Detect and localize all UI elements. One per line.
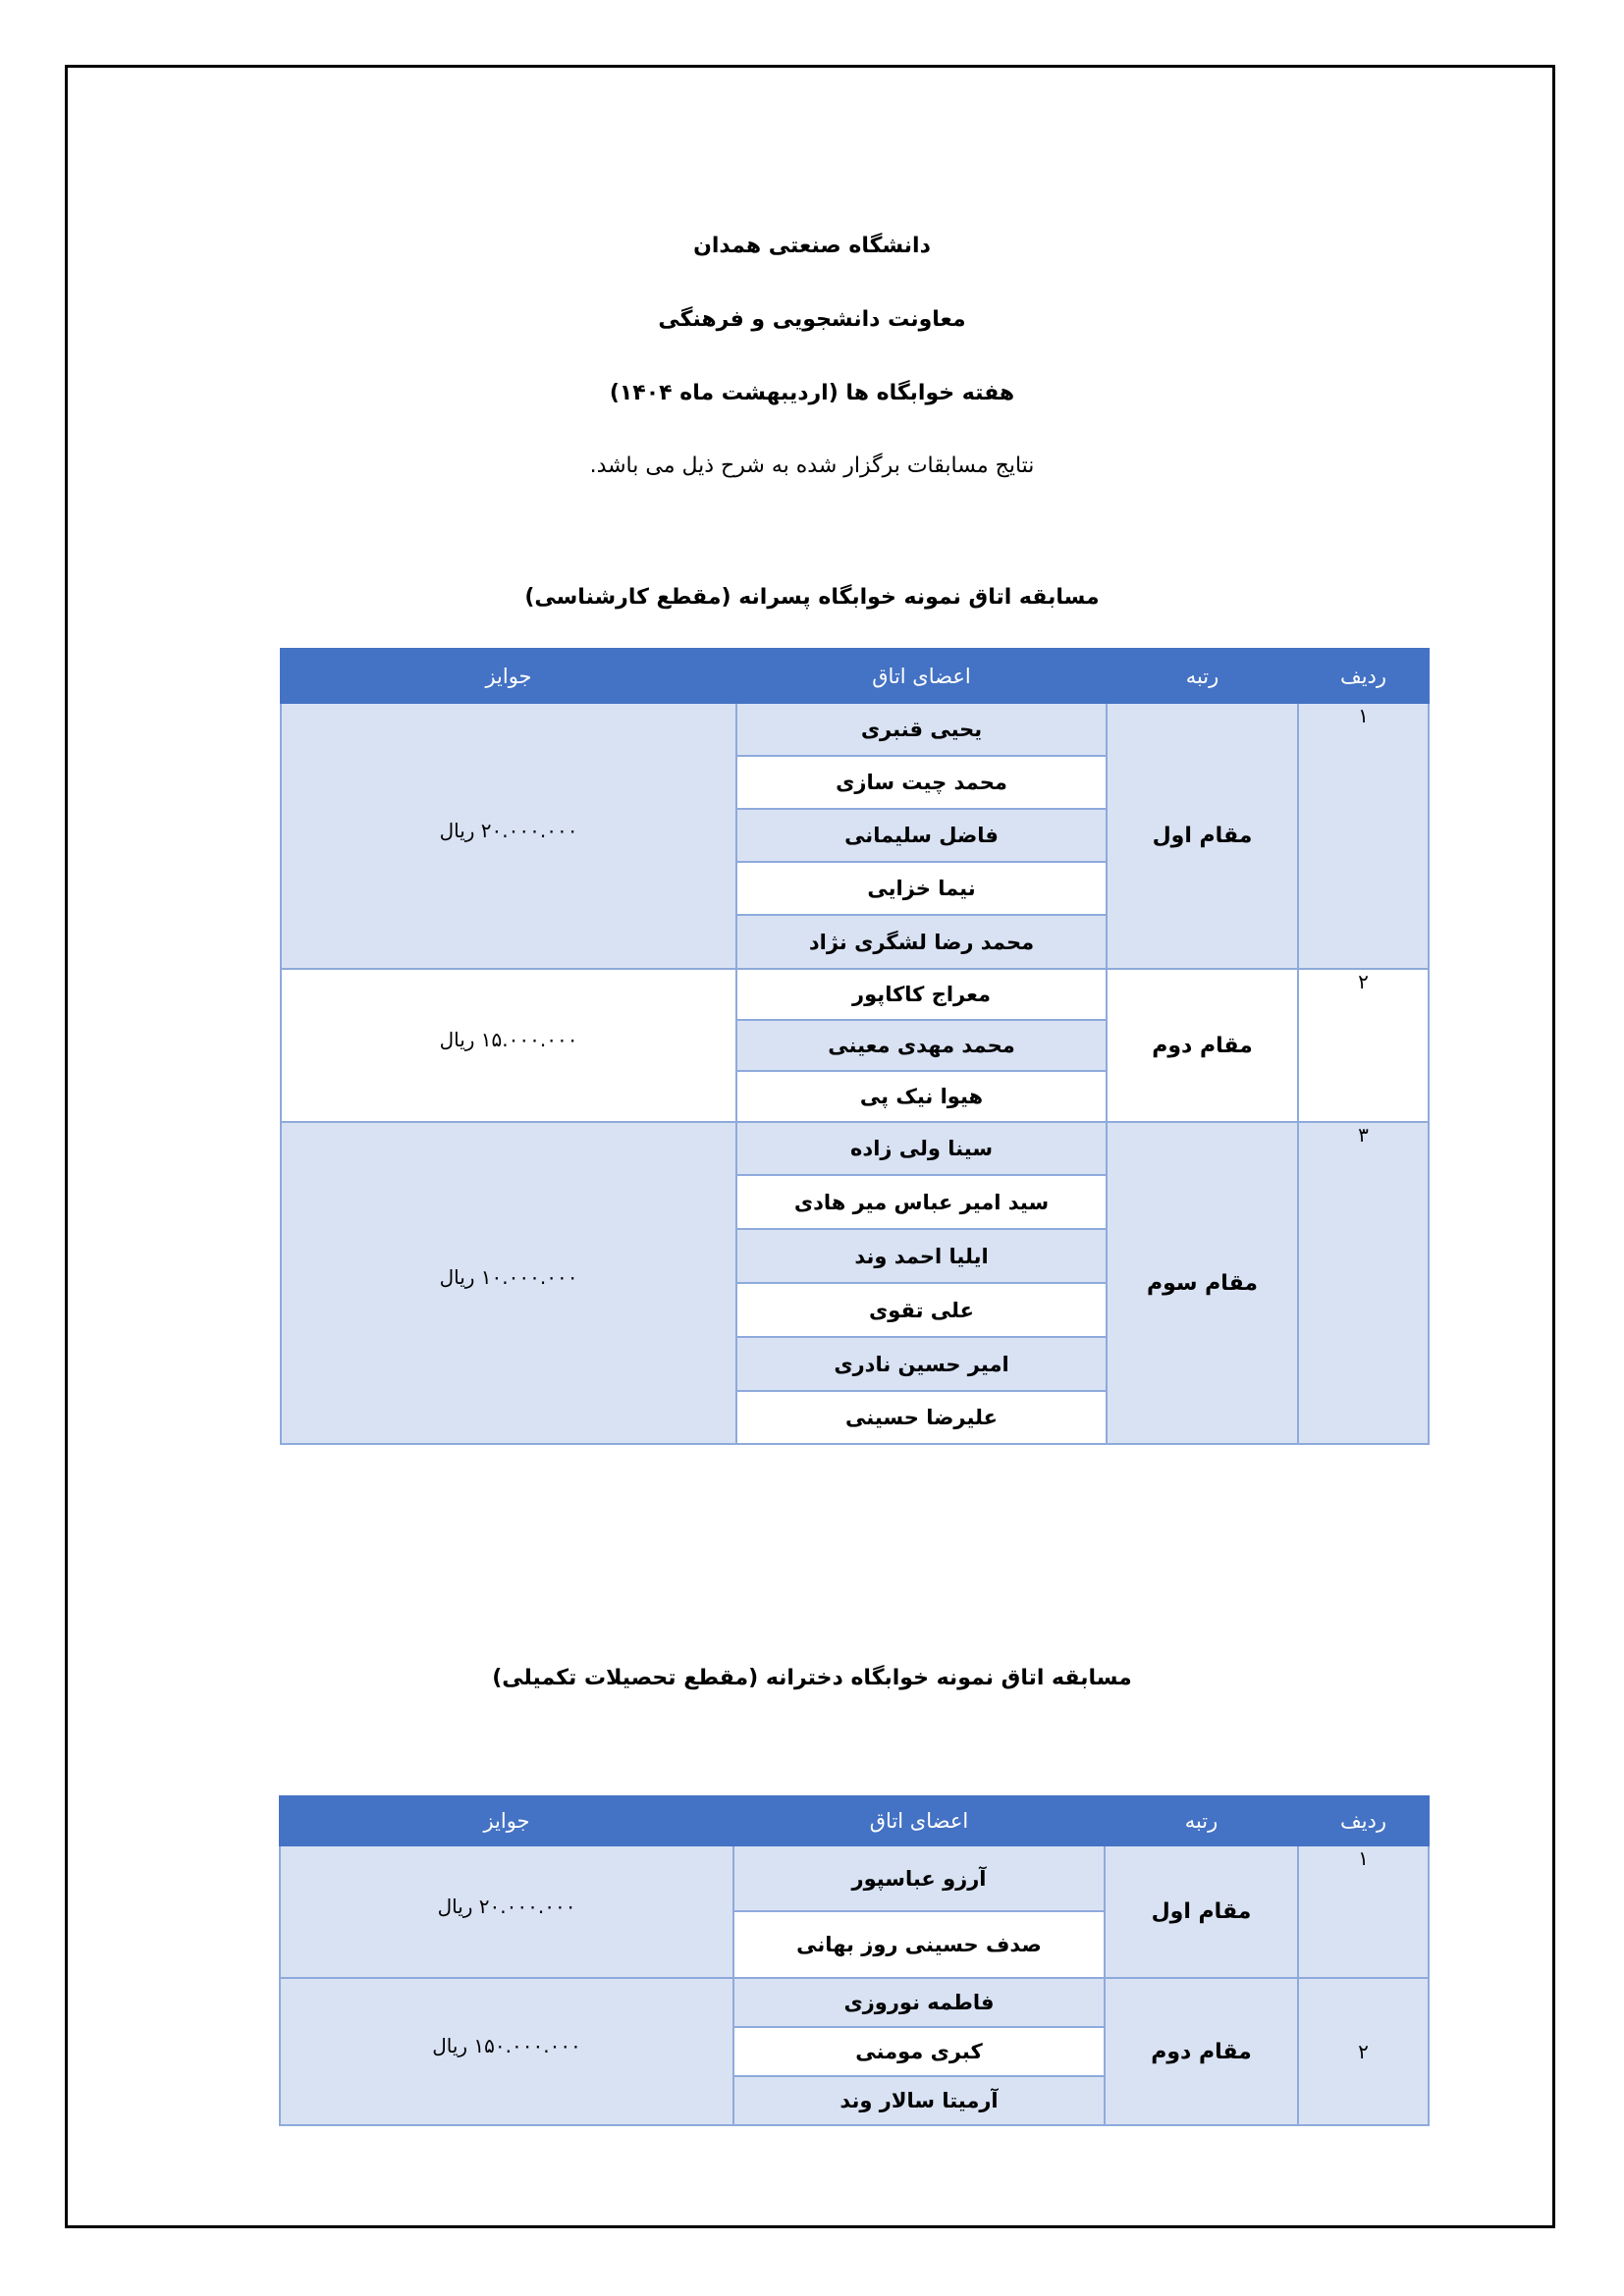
member-name-cell: محمد مهدی معینی (736, 1020, 1107, 1071)
member-name-cell: آرمیتا سالار وند (733, 2076, 1105, 2125)
university-name: دانشگاه صنعتی همدان (693, 234, 931, 258)
member-name-cell: صدف حسینی روز بهانی (733, 1911, 1105, 1978)
member-name-cell: سینا ولی زاده (736, 1122, 1107, 1175)
member-name-cell: فاطمه نوروزی (733, 1978, 1105, 2027)
member-name-cell: کبری مومنی (733, 2027, 1105, 2076)
member-name-cell: آرزو عباسپور (733, 1845, 1105, 1911)
department-name: معاونت دانشجویی و فرهنگی (658, 307, 966, 332)
member-name-cell: معراج کاکاپور (736, 969, 1107, 1020)
intro-text: نتایج مسابقات برگزار شده به شرح ذیل می باشد. (589, 454, 1035, 478)
prize-cell (280, 1845, 733, 1978)
member-name-cell: امیر حسین نادری (736, 1337, 1107, 1391)
table-header-row (281, 649, 1429, 703)
column-header-prize: جوایز (281, 649, 736, 703)
table-row (280, 1845, 1429, 1911)
member-name-cell: محمد چیت سازی (736, 756, 1107, 809)
table-row (280, 1978, 1429, 2027)
member-name-cell: ایلیا احمد وند (736, 1229, 1107, 1283)
prize-amount: ۲۰.۰۰۰.۰۰۰ ریال (437, 1894, 576, 1918)
column-header-radif: ردیف (1298, 1796, 1429, 1845)
prize-cell (281, 703, 736, 969)
radif-cell: ۳ (1298, 1122, 1429, 1444)
column-header-radif: ردیف (1298, 649, 1429, 703)
results-table-girls (279, 1795, 1430, 2126)
rank-cell: مقام سوم (1107, 1122, 1298, 1444)
column-header-prize: جوایز (280, 1796, 733, 1845)
rank-cell: مقام اول (1105, 1845, 1298, 1978)
member-name-cell: فاضل سلیمانی (736, 809, 1107, 862)
prize-cell (280, 1978, 733, 2125)
column-header-rank: رتبه (1105, 1796, 1298, 1845)
column-header-members: اعضای اتاق (736, 649, 1107, 703)
prize-amount: ۱۵۰.۰۰۰.۰۰۰ ریال (432, 2034, 581, 2057)
member-name-cell: محمد رضا لشگری نژاد (736, 915, 1107, 969)
column-header-rank: رتبه (1107, 649, 1298, 703)
prize-amount: ۱۵.۰۰۰.۰۰۰ ریال (439, 1028, 578, 1051)
rank-cell: مقام اول (1107, 703, 1298, 969)
table-row (281, 1122, 1429, 1175)
table-header-row (280, 1796, 1429, 1845)
radif-cell: ۱ (1298, 1845, 1429, 1978)
member-name-cell: هیوا نیک پی (736, 1071, 1107, 1122)
radif-cell: ۱ (1298, 703, 1429, 969)
member-name-cell: نیما خزایی (736, 862, 1107, 915)
column-header-members: اعضای اتاق (733, 1796, 1105, 1845)
member-name-cell: یحیی قنبری (736, 703, 1107, 756)
radif-cell: ۲ (1298, 969, 1429, 1122)
results-table-boys (280, 648, 1430, 1445)
prize-amount: ۱۰.۰۰۰.۰۰۰ ریال (439, 1265, 578, 1289)
table-row (281, 969, 1429, 1020)
member-name-cell: علیرضا حسینی (736, 1391, 1107, 1444)
event-title: هفته خوابگاه ها (اردیبهشت ماه ۱۴۰۴) (609, 381, 1015, 405)
prize-amount: ۲۰.۰۰۰.۰۰۰ ریال (439, 818, 578, 842)
table-1-title: مسابقه اتاق نمونه خوابگاه پسرانه (مقطع کارشناسی) (524, 585, 1100, 610)
rank-cell: مقام دوم (1105, 1978, 1298, 2125)
member-name-cell: سید امیر عباس میر هادی (736, 1175, 1107, 1229)
prize-cell (281, 1122, 736, 1444)
prize-cell (281, 969, 736, 1122)
table-2-title: مسابقه اتاق نمونه خوابگاه دخترانه (مقطع تحصیلات تکمیلی) (492, 1666, 1132, 1690)
table-row (281, 703, 1429, 756)
radif-cell: ۲ (1298, 1978, 1429, 2125)
member-name-cell: علی تقوی (736, 1283, 1107, 1337)
rank-cell: مقام دوم (1107, 969, 1298, 1122)
